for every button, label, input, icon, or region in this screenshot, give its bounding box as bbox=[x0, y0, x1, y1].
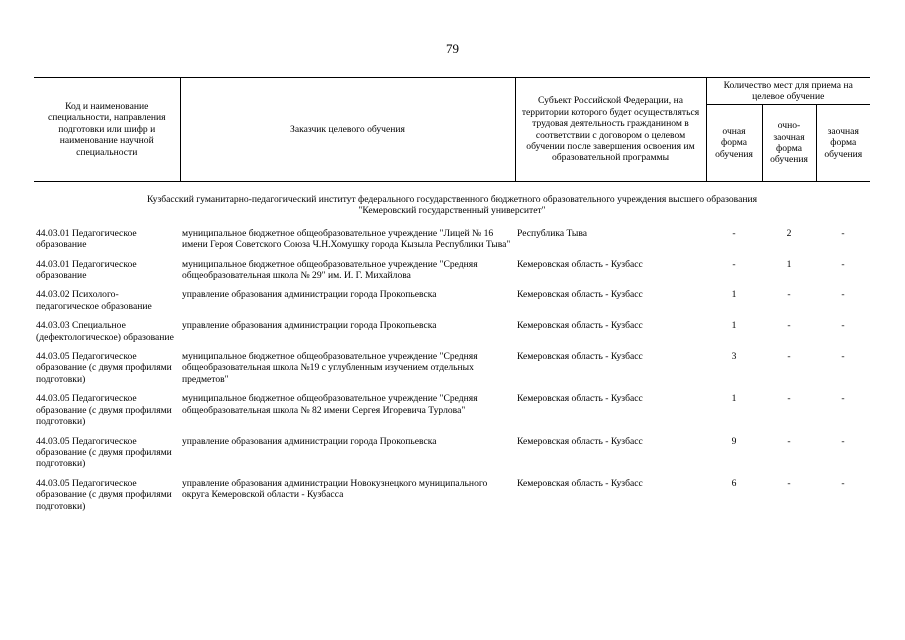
header-quantity: Количество мест для приема на целевое обучение bbox=[706, 78, 870, 105]
organization-line-1: Кузбасский гуманитарно-педагогический институт федерального государственного бюджетного образовательного учреждения высшего образования bbox=[146, 194, 758, 205]
cell-customer: управление образования администрации города Прокопьевска bbox=[182, 435, 437, 447]
cell-part-time: - bbox=[787, 435, 791, 447]
table-row bbox=[34, 349, 870, 391]
cell-region: Кемеровская область - Кузбасс bbox=[517, 477, 643, 489]
cell-region: Кемеровская область - Кузбасс bbox=[517, 393, 643, 405]
cell-part-time: - bbox=[787, 393, 791, 405]
cell-distance: - bbox=[841, 351, 845, 363]
cell-part-time: - bbox=[787, 289, 791, 301]
table-row bbox=[34, 434, 870, 476]
header-distance: заочная форма обучения bbox=[816, 105, 870, 182]
organization-line-2: "Кемеровский государственный университет" bbox=[358, 205, 546, 217]
cell-full-time: 1 bbox=[731, 320, 737, 332]
cell-part-time: 2 bbox=[786, 227, 792, 239]
cell-region: Республика Тыва bbox=[517, 227, 587, 239]
cell-part-time: - bbox=[787, 351, 791, 363]
cell-full-time: 6 bbox=[731, 477, 737, 489]
cell-customer: управление образования администрации города Прокопьевска bbox=[182, 289, 437, 301]
header-region: Субъект Российской Федерации, на территории которого будет осуществляться трудовая деятельность гражданином в соответствии с договором о целевом обучении после завершения освоения им образовательной программы bbox=[515, 78, 706, 182]
cell-distance: - bbox=[841, 320, 845, 332]
cell-distance: - bbox=[841, 258, 845, 270]
header-full-time: очная форма обучения bbox=[706, 105, 762, 182]
cell-customer: муниципальное бюджетное общеобразовательное учреждение "Средняя общеобразовательная школа №19 с углубленным изучением отдельных предметов" bbox=[182, 351, 478, 385]
table-row bbox=[34, 318, 870, 349]
cell-region: Кемеровская область - Кузбасс bbox=[517, 289, 643, 301]
cell-code: 44.03.01 Педагогическое образование bbox=[36, 258, 137, 282]
cell-part-time: - bbox=[787, 477, 791, 489]
cell-customer: муниципальное бюджетное общеобразовательное учреждение "Средняя общеобразовательная школа № 82 имени Сергея Игоревича Турлова" bbox=[182, 393, 478, 416]
cell-distance: - bbox=[841, 227, 845, 239]
header-customer: Заказчик целевого обучения bbox=[180, 78, 515, 182]
page-number: 79 bbox=[446, 41, 459, 56]
cell-distance: - bbox=[841, 289, 845, 301]
cell-region: Кемеровская область - Кузбасс bbox=[517, 435, 643, 447]
cell-code: 44.03.05 Педагогическое образование (с двумя профилями подготовки) bbox=[36, 435, 172, 470]
table-row bbox=[34, 476, 870, 518]
cell-code: 44.03.02 Психолого-педагогическое образование bbox=[36, 289, 152, 312]
cell-region: Кемеровская область - Кузбасс bbox=[517, 258, 643, 270]
header-part-time: очно-заочная форма обучения bbox=[762, 105, 816, 182]
cell-customer: муниципальное бюджетное общеобразовательное учреждение "Лицей № 16 имени Героя Советского Союза Ч.Н.Хомушку города Кызыла Республики Тыва" bbox=[182, 227, 511, 251]
cell-code: 44.03.01 Педагогическое образование bbox=[36, 227, 137, 251]
organization-heading bbox=[34, 182, 870, 226]
cell-region: Кемеровская область - Кузбасс bbox=[517, 320, 643, 332]
cell-code: 44.03.05 Педагогическое образование (с двумя профилями подготовки) bbox=[36, 477, 172, 512]
cell-full-time: 1 bbox=[731, 289, 737, 301]
cell-full-time: - bbox=[732, 227, 736, 239]
cell-full-time: 1 bbox=[731, 393, 737, 405]
table-row bbox=[34, 257, 870, 288]
cell-customer: муниципальное бюджетное общеобразовательное учреждение "Средняя общеобразовательная школа № 29" им. И. Г. Михайлова bbox=[182, 258, 478, 282]
table-row bbox=[34, 287, 870, 318]
cell-region: Кемеровская область - Кузбасс bbox=[517, 351, 643, 363]
cell-part-time: 1 bbox=[786, 258, 792, 270]
cell-full-time: 3 bbox=[731, 351, 737, 363]
admission-table-wrapper bbox=[34, 77, 870, 518]
cell-code: 44.03.05 Педагогическое образование (с двумя профилями подготовки) bbox=[36, 351, 172, 385]
table-header bbox=[34, 78, 870, 182]
cell-code: 44.03.03 Специальное (дефектологическое) образование bbox=[36, 320, 174, 343]
cell-distance: - bbox=[841, 435, 845, 447]
cell-full-time: - bbox=[732, 258, 736, 270]
cell-code: 44.03.05 Педагогическое образование (с двумя профилями подготовки) bbox=[36, 393, 172, 428]
cell-full-time: 9 bbox=[731, 435, 737, 447]
admission-table bbox=[34, 77, 870, 518]
table-row bbox=[34, 226, 870, 257]
cell-distance: - bbox=[841, 393, 845, 405]
table-row bbox=[34, 391, 870, 433]
table-body bbox=[34, 182, 870, 518]
header-code: Код и наименование специальности, направления подготовки или шифр и наименование научной специальности bbox=[34, 78, 180, 182]
cell-distance: - bbox=[841, 477, 845, 489]
cell-customer: управление образования администрации города Прокопьевска bbox=[182, 320, 437, 332]
cell-customer: управление образования администрации Новокузнецкого муниципального округа Кемеровской области - Кузбасса bbox=[182, 477, 488, 501]
cell-part-time: - bbox=[787, 320, 791, 332]
